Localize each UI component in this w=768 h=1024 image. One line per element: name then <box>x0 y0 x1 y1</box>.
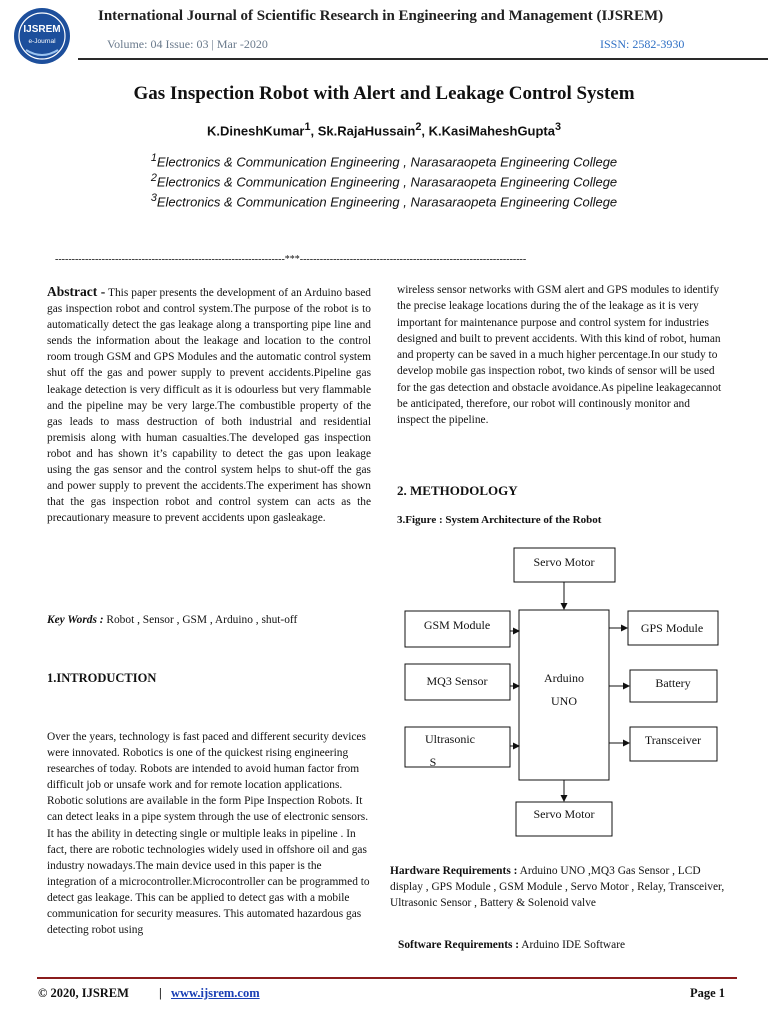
intro-text: Over the years, technology is fast paced and different security devices were innovated. Robotics is one of the quickest rising engineering researches of today. Robots are intended to avoid human factor from difficult job or unsafe work and for remote location applications. Robotic solutions are available in the form Pipe Inspection Robots. It can detect leaks in a pipe system through the use of electronic sensors. It has the ability in detecting single or multiple leaks in pipeline . In fact, there are robotic technologies widely used in offshore oil and gas industry nowadays.The main device used in this paper is the integration of a microcontroller.Microcontroller can be programmed to detect gas leakage. This can be applied to detect gas with a mobile communication for security measures. This automated hazardous gas detecting robot using <box>47 731 370 937</box>
affiliation-1 <box>0 152 768 169</box>
hardware-label: Hardware Requirements : <box>390 865 518 877</box>
gps-module-label: GPS Module <box>640 621 704 635</box>
author-3: K.KasiMaheshGupta <box>428 123 555 139</box>
keywords-label: Key Words : <box>47 614 104 626</box>
abstract <box>47 284 371 526</box>
section-separator: ---------------------------------------------------------------------***-------------------------------------------------------------------- <box>55 254 527 265</box>
servo-motor-top-label: Servo Motor <box>533 555 595 569</box>
volume-issue: Volume: 04 Issue: 03 | Mar -2020 <box>107 37 268 51</box>
software-text: Arduino IDE Software <box>521 939 626 951</box>
methodology-heading: 2. METHODOLOGY <box>397 483 518 498</box>
keywords <box>47 614 371 626</box>
journal-title: International Journal of Scientific Research in Engineering and Management (IJSREM) <box>98 8 664 24</box>
footer-website-link[interactable]: www.ijsrem.com <box>171 986 260 1000</box>
author-2: Sk.RajaHussain <box>317 123 416 139</box>
journal-logo <box>12 6 72 66</box>
affiliation-2 <box>0 172 768 189</box>
hardware-text: Arduino UNO ,MQ3 Gas Sensor , LCD display , GPS Module , GSM Module , Servo Motor , Relay, Transceiver, Ultrasonic Sensor , Battery & Solenoid valve <box>390 865 725 909</box>
affiliation-sup: 2 <box>150 172 157 184</box>
header-rule <box>78 58 768 60</box>
arduino-label-cut: UNO <box>551 694 577 708</box>
affiliation-text: Electronics & Communication Engineering , Narasaraopeta Engineering College <box>156 154 618 170</box>
affiliation-sup: 3 <box>150 192 157 204</box>
ultrasonic-label: Ultrasonic <box>425 732 475 746</box>
figure-caption: 3.Figure : System Architecture of the Robot <box>397 514 602 526</box>
abstract-label: Abstract - <box>47 284 106 299</box>
hardware-requirements <box>390 863 725 911</box>
footer-rule <box>37 977 737 979</box>
author-1: K.DineshKumar <box>206 123 305 139</box>
software-label: Software Requirements : <box>398 939 520 951</box>
footer-copyright: © 2020, IJSREM <box>38 986 129 1000</box>
affiliation-text: Electronics & Communication Engineering , Narasaraopeta Engineering College <box>156 174 618 190</box>
gsm-module-label: GSM Module <box>423 618 491 632</box>
servo-motor-bottom-label: Servo Motor <box>533 807 595 821</box>
footer-separator: | <box>159 986 162 1000</box>
system-architecture-diagram <box>398 540 738 840</box>
affiliation-3 <box>0 192 768 209</box>
affiliation-sup: 1 <box>150 152 157 164</box>
author-sep: , <box>421 123 429 139</box>
keywords-text: Robot , Sensor , GSM , Arduino , shut-off <box>106 614 298 626</box>
paper-title: Gas Inspection Robot with Alert and Leakage Control System <box>133 83 635 104</box>
intro-heading: 1.INTRODUCTION <box>47 671 157 685</box>
battery-label: Battery <box>655 676 691 690</box>
author-list <box>0 121 768 138</box>
issn: ISSN: 2582-3930 <box>600 37 685 51</box>
software-requirements <box>398 939 728 951</box>
arduino-label: Arduino <box>544 671 584 685</box>
author-2-sup: 2 <box>415 121 422 133</box>
abstract-text: This paper presents the development of an Arduino based gas inspection robot and control system.The purpose of the robot is to automatically detect the gas leakage along a transporting pipe line and sends the information about the leakage and location to the control room trough GSM and GPS Modules and the automatic control system shut off the gas and power supply to prevent accidents.Pipeline gas leakage detection is very difficult as it is odourless but very flammable and the pipeline may be very large.The combustible property of the gas leads to mass destruction of both industrial and residential premisis along with human casualties.The developed gas inspection robot and has shown it’s capability to detect the gas upon leakage using the gas sensor and the control system helps to shut-off the gas and power supply to prevent the accidents.The experiment has shown that the gas inspection robot and control system can acts as the precautionary measure to prevent accidents upon gasleakage. <box>47 287 371 525</box>
logo-text: IJSREM <box>23 24 61 35</box>
intro-continued: wireless sensor networks with GSM alert and GPS modules to identify the precise leakage locations during the of the leakage as it is very important for maintenance purpose and control system for industries designed and built to prevent accidents. With this kind of robot, human and property can be saved in a much higher percentage.In our study to develop mobile gas inspection robot, two kinds of sensor will be used for the gas detection and obstacle avoidance.As pipeline leakagecannot be anticipated, therefore, our robot will continously monitor and inspect the pipeline. <box>397 284 722 427</box>
logo-subtext: e-Journal <box>28 38 56 45</box>
transceiver-label: Transceiver <box>644 733 702 747</box>
author-3-sup: 3 <box>555 121 562 133</box>
page-number: Page 1 <box>690 986 726 1000</box>
mq3-sensor-label: MQ3 Sensor <box>426 674 488 688</box>
author-sep: , <box>310 123 318 139</box>
author-1-sup: 1 <box>304 121 311 133</box>
affiliation-text: Electronics & Communication Engineering , Narasaraopeta Engineering College <box>156 194 618 210</box>
ultrasonic-label-cut: S <box>429 755 437 769</box>
